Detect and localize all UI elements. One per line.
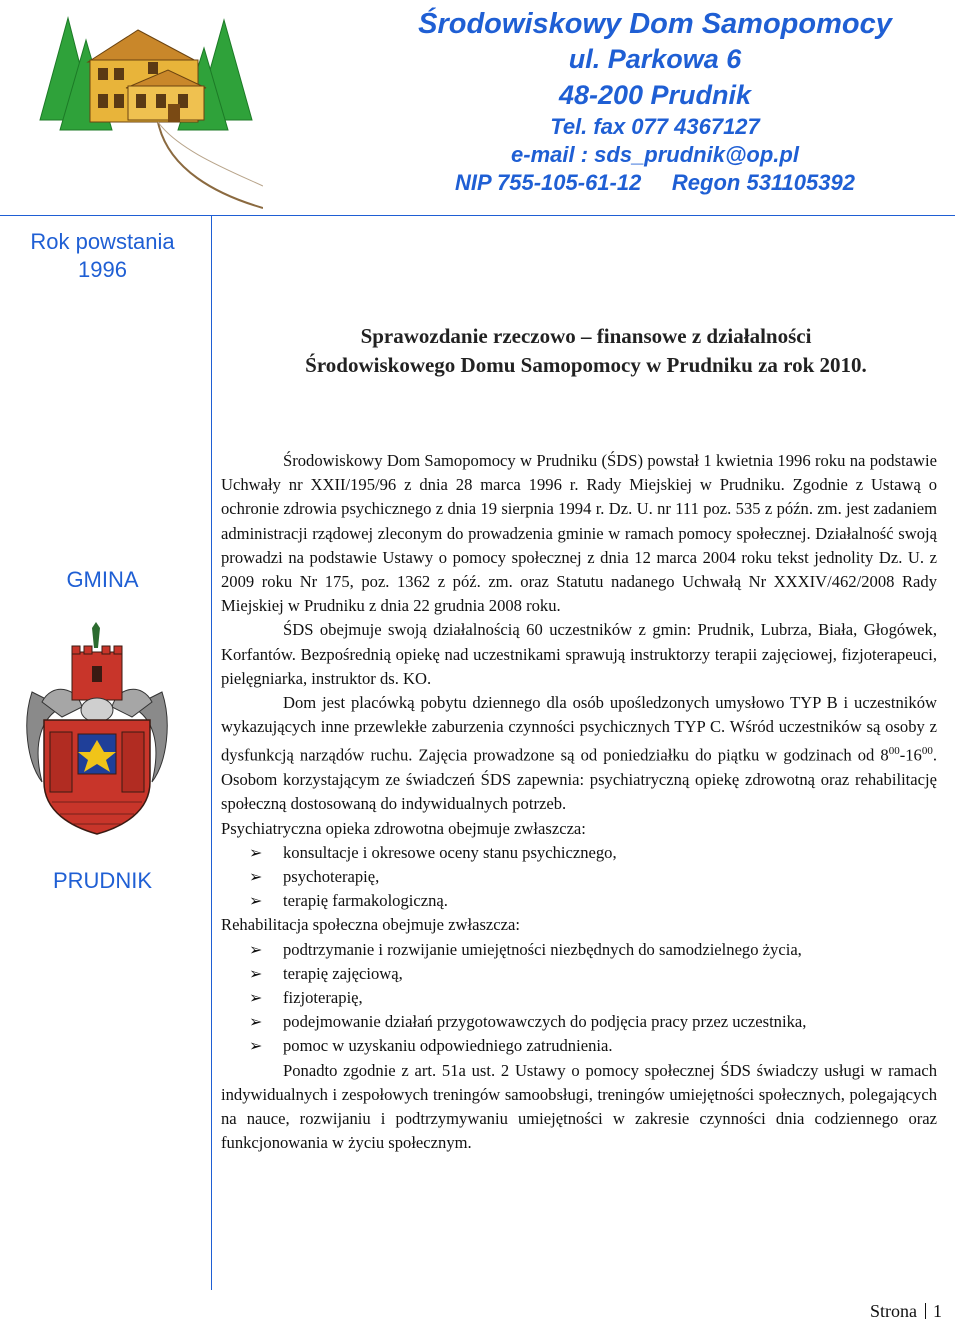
paragraph-additional-services: Ponadto zgodnie z art. 51a ust. 2 Ustawy o pomocy społecznej ŚDS świadczy usługi w ramach indywidualnych i zespołowych treningów samoobsługi, treningów umiejętności społecznych, polegających na nauce, rozwijaniu i podtrzymywaniu umiejętności w zakresie czynności dnia codziennego oraz funkcjonowania w życiu społecznym. bbox=[221, 1060, 937, 1153]
arrow-bullet-icon: ➢ bbox=[249, 1036, 263, 1056]
list-item: ➢ podejmowanie działań przygotowawczych do podjęcia pracy przez uczestnika, bbox=[249, 1010, 937, 1034]
org-email[interactable]: e-mail : sds_prudnik@op.pl bbox=[511, 142, 799, 167]
list-item: ➢ terapię zajęciową, bbox=[249, 962, 937, 986]
arrow-bullet-icon: ➢ bbox=[249, 988, 263, 1007]
list-item: ➢ podtrzymanie i rozwijanie umiejętności niezbędnych do samodzielnego życia, bbox=[249, 938, 937, 962]
hour-start-superscript: 00 bbox=[888, 745, 900, 758]
paragraph-day-center bbox=[221, 691, 937, 817]
list-item: ➢ psychoterapię, bbox=[249, 865, 937, 889]
org-phone: Tel. fax 077 4367127 bbox=[550, 114, 760, 139]
list-item: ➢ terapię farmakologiczną. bbox=[249, 889, 937, 913]
shield-icon bbox=[44, 720, 150, 834]
org-street: ul. Parkowa 6 bbox=[568, 44, 742, 74]
list-item: ➢ pomoc w uzyskaniu odpowiedniego zatrudnienia. bbox=[249, 1034, 937, 1058]
report-title-line1: Sprawozdanie rzeczowo – finansowe z działalności bbox=[360, 324, 812, 348]
psych-heading: Psychiatryczna opieka zdrowotna obejmuje zwłaszcza: bbox=[221, 818, 586, 838]
house-icon bbox=[88, 30, 206, 122]
arrow-bullet-icon: ➢ bbox=[249, 963, 263, 983]
page-footer bbox=[870, 1300, 942, 1322]
org-ids bbox=[390, 169, 920, 197]
page-label: Strona bbox=[870, 1301, 917, 1321]
list-item: ➢ konsultacje i okresowe oceny stanu psychicznego, bbox=[249, 841, 937, 865]
psych-list bbox=[221, 841, 937, 914]
rehab-list bbox=[221, 938, 937, 1059]
paragraph-participants: ŚDS obejmuje swoją działalnością 60 uczestników z gmin: Prudnik, Lubrza, Biała, Głogówek, Korfantów. Bezpośrednią opiekę nad uczestnikami sprawują instruktorzy terapii zajęciowej, fizjoterapeuci, pielęgniarka, instruktor ds. KO. bbox=[221, 620, 937, 688]
nip-number: NIP 755-105-61-12 bbox=[455, 170, 642, 195]
org-city: 48-200 Prudnik bbox=[558, 80, 752, 110]
town-label: PRUDNIK bbox=[52, 868, 152, 893]
list-item: ➢ fizjoterapię, bbox=[249, 986, 937, 1010]
founded-label: Rok powstania bbox=[30, 229, 175, 254]
arrow-bullet-icon: ➢ bbox=[249, 866, 263, 886]
swoosh-decoration bbox=[158, 122, 263, 208]
house-trees-logo bbox=[28, 0, 263, 210]
arrow-bullet-icon: ➢ bbox=[249, 939, 263, 959]
header-divider bbox=[0, 215, 955, 216]
coat-of-arms bbox=[22, 622, 172, 837]
arrow-bullet-icon: ➢ bbox=[249, 891, 263, 911]
founded-year: 1996 bbox=[78, 257, 127, 282]
hour-dash: -16 bbox=[899, 745, 922, 765]
rehab-heading: Rehabilitacja społeczna obejmuje zwłaszcza: bbox=[221, 915, 521, 935]
paragraph-founding: Środowiskowy Dom Samopomocy w Prudniku (ŚDS) powstał 1 kwietnia 1996 roku na podstawie Uchwały nr XXII/195/96 z dnia 28 marca 1996 r. Rady Miejskiej w Prudniku. Zgodnie z Ustawą o ochronie zdrowia psychicznego z dnia 19 sierpnia 1994 r. Dz. U. nr 111 poz. 535 z późn. zm. jest zadaniem administracji rządowej zleconym do prowadzenia gminie w ramach pomocy społecznej. Działalność swoją prowadzi na podstawie Ustawy o pomocy społecznej z dnia 12 marca 2004 roku tekst jednolity Dz. U. z 2009 roku Nr 175, poz. 1362 z póź. zm. oraz Statutu nadanego Uchwałą Nr XXXIV/462/2008 Rady Miejskiej w Prudniku z dnia 22 grudnia 2008 roku. bbox=[221, 451, 937, 616]
report-title-line2: Środowiskowego Domu Samopomocy w Prudniku za rok 2010. bbox=[305, 353, 867, 377]
regon-number: Regon 531105392 bbox=[671, 170, 855, 195]
paragraph-day-center-start: Dom jest placówką pobytu dziennego dla osób upośledzonych umysłowo TYP B i uczestników wykazujących inne przewlekłe zaburzenia czynności psychicznych TYP C. Wśród uczestników są osoby z dysfunkcją narządów ruchu. Zajęcia prowadzone są od poniedziałku do piątku w godzinach od 8 bbox=[221, 693, 937, 765]
arrow-bullet-icon: ➢ bbox=[249, 1012, 263, 1032]
paragraph-day-center-end: . Osobom korzystającym ze świadczeń ŚDS zapewnia: psychiatryczną opiekę zdrowotną oraz rehabilitację społeczną dostosowaną do indywidualnych potrzeb. bbox=[221, 745, 937, 814]
page-number: 1 bbox=[933, 1301, 942, 1321]
castle-crest-icon bbox=[72, 622, 122, 700]
org-name: Środowiskowy Dom Samopomocy bbox=[418, 8, 892, 40]
gmina-label: GMINA bbox=[66, 567, 139, 592]
report-body bbox=[221, 449, 937, 1155]
arrow-bullet-icon: ➢ bbox=[249, 842, 263, 862]
hour-end-superscript: 00 bbox=[921, 745, 933, 758]
page-separator bbox=[925, 1303, 926, 1319]
